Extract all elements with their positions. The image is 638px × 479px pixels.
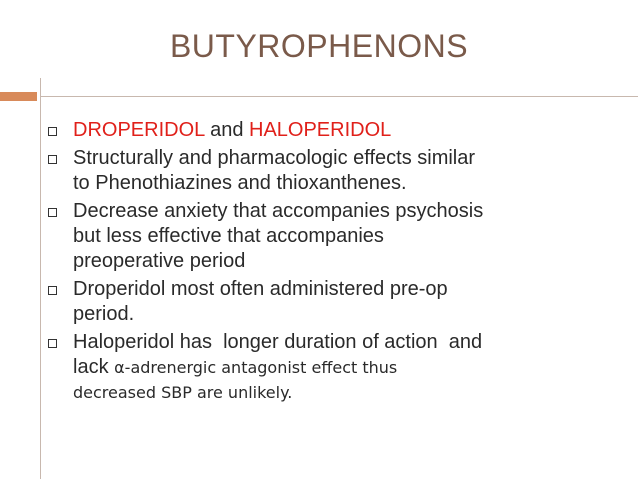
bullet-item-administration (48, 277, 618, 327)
slide-title: BUTYROPHENONS (169, 28, 469, 64)
left-vertical-rule (40, 78, 41, 479)
square-bullet-icon (48, 339, 57, 348)
title-accent-bar (0, 92, 37, 101)
bullet-line-start: lack (73, 356, 115, 378)
conjunction-text: and (204, 119, 249, 141)
bullet-line: Decrease anxiety that accompanies psychosis (73, 200, 484, 222)
bullet-item-drugs (48, 118, 618, 143)
square-bullet-icon (48, 127, 57, 136)
bullet-line: to Phenothiazines and thioxanthenes. (73, 172, 407, 194)
bullet-line-rest: α-adrenergic antagonist effect thus (114, 358, 398, 377)
square-bullet-icon (48, 286, 57, 295)
square-bullet-icon (48, 155, 57, 164)
bullet-item-haloperidol-duration (48, 330, 618, 405)
bullet-line: Haloperidol has longer duration of action and (73, 331, 483, 353)
bullet-line: Droperidol most often administered pre-op (73, 278, 448, 300)
bullet-line-mixed (73, 355, 618, 380)
bullet-line: preoperative period (73, 250, 246, 272)
drug-name-droperidol: DROPERIDOL (73, 119, 205, 141)
bullet-line: period. (73, 303, 135, 325)
bullet-line: Structurally and pharmacologic effects similar (73, 147, 476, 169)
bullet-list (48, 118, 618, 405)
bullet-line: but less effective that accompanies (73, 225, 384, 247)
square-bullet-icon (48, 208, 57, 217)
drug-name-haloperidol: HALOPERIDOL (249, 119, 392, 141)
title-divider-line (41, 96, 638, 97)
bullet-item-anxiety (48, 199, 618, 274)
bullet-line: decreased SBP are unlikely. (73, 383, 293, 402)
bullet-item-structure (48, 146, 618, 196)
